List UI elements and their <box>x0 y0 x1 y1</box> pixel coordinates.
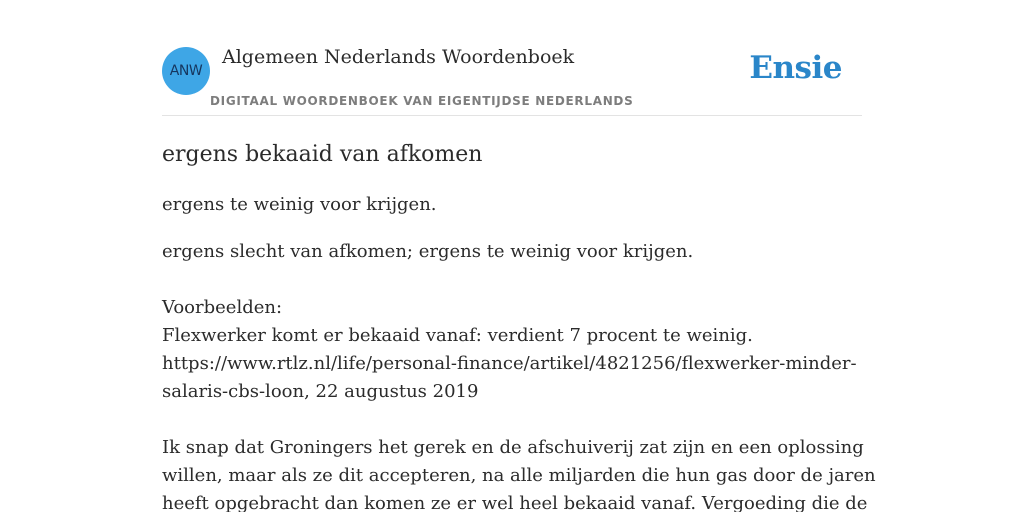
example-2-line-1: Ik snap dat Groningers het gerek en de afschuiverij zat zijn en een oplossing <box>162 437 864 458</box>
site-subtitle: DIGITAAL WOORDENBOEK VAN EIGENTIJDSE NEDERLANDS <box>210 94 634 108</box>
entry-title: ergens bekaaid van afkomen <box>162 142 483 167</box>
example-1-line-3: salaris-cbs-loon, 22 augustus 2019 <box>162 381 479 402</box>
ensie-logo-link[interactable]: Ensie <box>749 50 842 86</box>
examples-label: Voorbeelden: <box>162 297 283 318</box>
definition-block <box>162 238 876 512</box>
site-title[interactable]: Algemeen Nederlands Woordenboek <box>222 46 575 68</box>
example-1-line-1: Flexwerker komt er bekaaid vanaf: verdient 7 procent te weinig. <box>162 325 753 346</box>
spacer <box>162 406 862 434</box>
main-container <box>162 0 876 512</box>
example-2-line-2: willen, maar als ze dit accepteren, na alle miljarden die hun gas door de jaren <box>162 465 876 486</box>
example-1-line-2: https://www.rtlz.nl/life/personal-finance/artikel/4821256/flexwerker-minder- <box>162 353 857 374</box>
site-header <box>162 0 862 116</box>
definition-text: ergens slecht van afkomen; ergens te weinig voor krijgen. <box>162 241 694 262</box>
short-definition: ergens te weinig voor krijgen. <box>162 194 437 215</box>
example-2-line-3: heeft opgebracht dan komen ze er wel heel bekaaid vanaf. Vergoeding die de <box>162 493 868 512</box>
anw-logo[interactable]: ANW <box>162 47 210 95</box>
spacer <box>162 266 862 294</box>
